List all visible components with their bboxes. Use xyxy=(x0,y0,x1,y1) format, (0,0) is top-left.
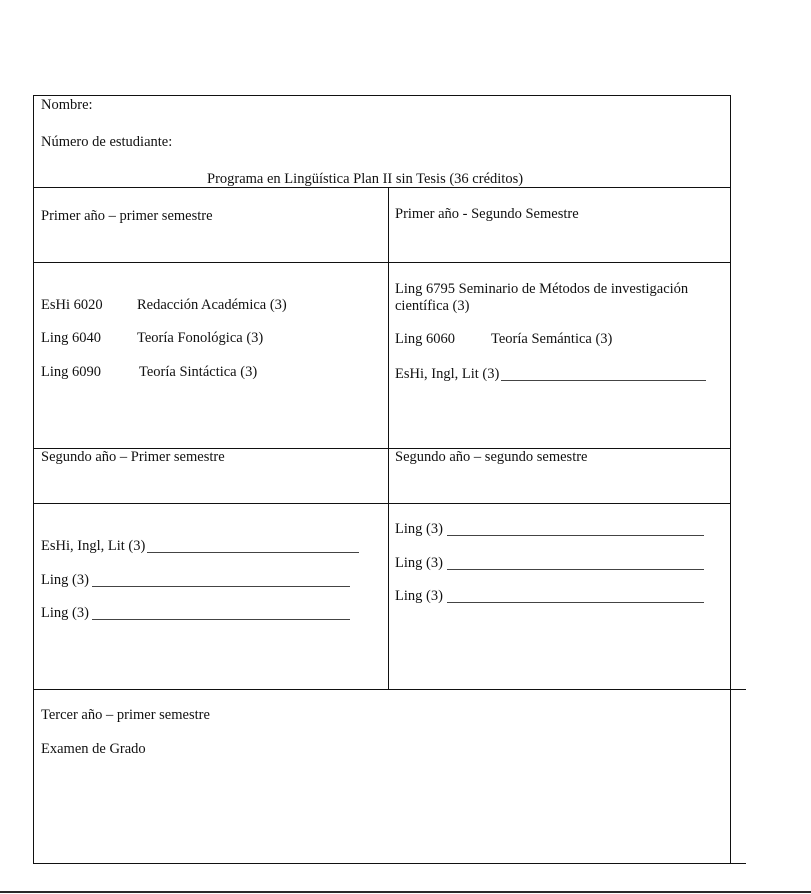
row-divider xyxy=(33,689,746,690)
year2-sem2-title: Segundo año – segundo semestre xyxy=(395,449,588,465)
table-border-right xyxy=(730,95,731,864)
course-seminar-line1: Ling 6795 Seminario de Métodos de investigación xyxy=(395,281,689,297)
student-number-field-label: Número de estudiante: xyxy=(41,134,173,150)
row-divider xyxy=(33,262,731,263)
ling-elective-blank-field[interactable] xyxy=(92,607,350,620)
table-border-top xyxy=(33,95,731,96)
course-code: Ling 6090 xyxy=(41,364,102,380)
elective-label: EsHi, Ingl, Lit (3) xyxy=(41,538,146,554)
ling-elective-blank-field[interactable] xyxy=(92,574,350,587)
exam-item: Examen de Grado xyxy=(41,741,146,757)
table-border-bottom xyxy=(33,863,746,864)
year2-sem1-title: Segundo año – Primer semestre xyxy=(41,449,225,465)
row-divider xyxy=(33,503,731,504)
ling-elective-label: Ling (3) xyxy=(41,572,89,588)
course-code: Ling 6060 xyxy=(395,331,456,347)
row-divider xyxy=(33,187,731,188)
course-name: Teoría Fonológica (3) xyxy=(137,330,264,346)
course-name: Teoría Semántica (3) xyxy=(491,331,613,347)
ling-elective-label: Ling (3) xyxy=(41,605,89,621)
ling-elective-blank-field[interactable] xyxy=(447,523,704,536)
elective-blank-field[interactable] xyxy=(147,540,359,553)
course-seminar-line2: científica (3) xyxy=(395,298,470,314)
elective-label: EsHi, Ingl, Lit (3) xyxy=(395,366,500,382)
table-border-left xyxy=(33,95,34,864)
ling-elective-label: Ling (3) xyxy=(395,521,443,537)
elective-blank-field[interactable] xyxy=(501,368,706,381)
course-name: Redacción Académica (3) xyxy=(137,297,287,313)
ling-elective-blank-field[interactable] xyxy=(447,590,704,603)
year1-sem2-title: Primer año - Segundo Semestre xyxy=(395,206,579,222)
ling-elective-blank-field[interactable] xyxy=(447,557,704,570)
ling-elective-label: Ling (3) xyxy=(395,588,443,604)
year1-sem1-title: Primer año – primer semestre xyxy=(41,208,213,224)
ling-elective-label: Ling (3) xyxy=(395,555,443,571)
course-code: EsHi 6020 xyxy=(41,297,103,313)
program-title: Programa en Lingüística Plan II sin Tesis (36 créditos) xyxy=(207,171,524,187)
page-bottom-rule xyxy=(0,891,811,893)
name-field-label: Nombre: xyxy=(41,97,93,113)
column-divider xyxy=(388,187,389,689)
year3-sem1-title: Tercer año – primer semestre xyxy=(41,707,210,723)
course-code: Ling 6040 xyxy=(41,330,102,346)
course-name: Teoría Sintáctica (3) xyxy=(139,364,258,380)
